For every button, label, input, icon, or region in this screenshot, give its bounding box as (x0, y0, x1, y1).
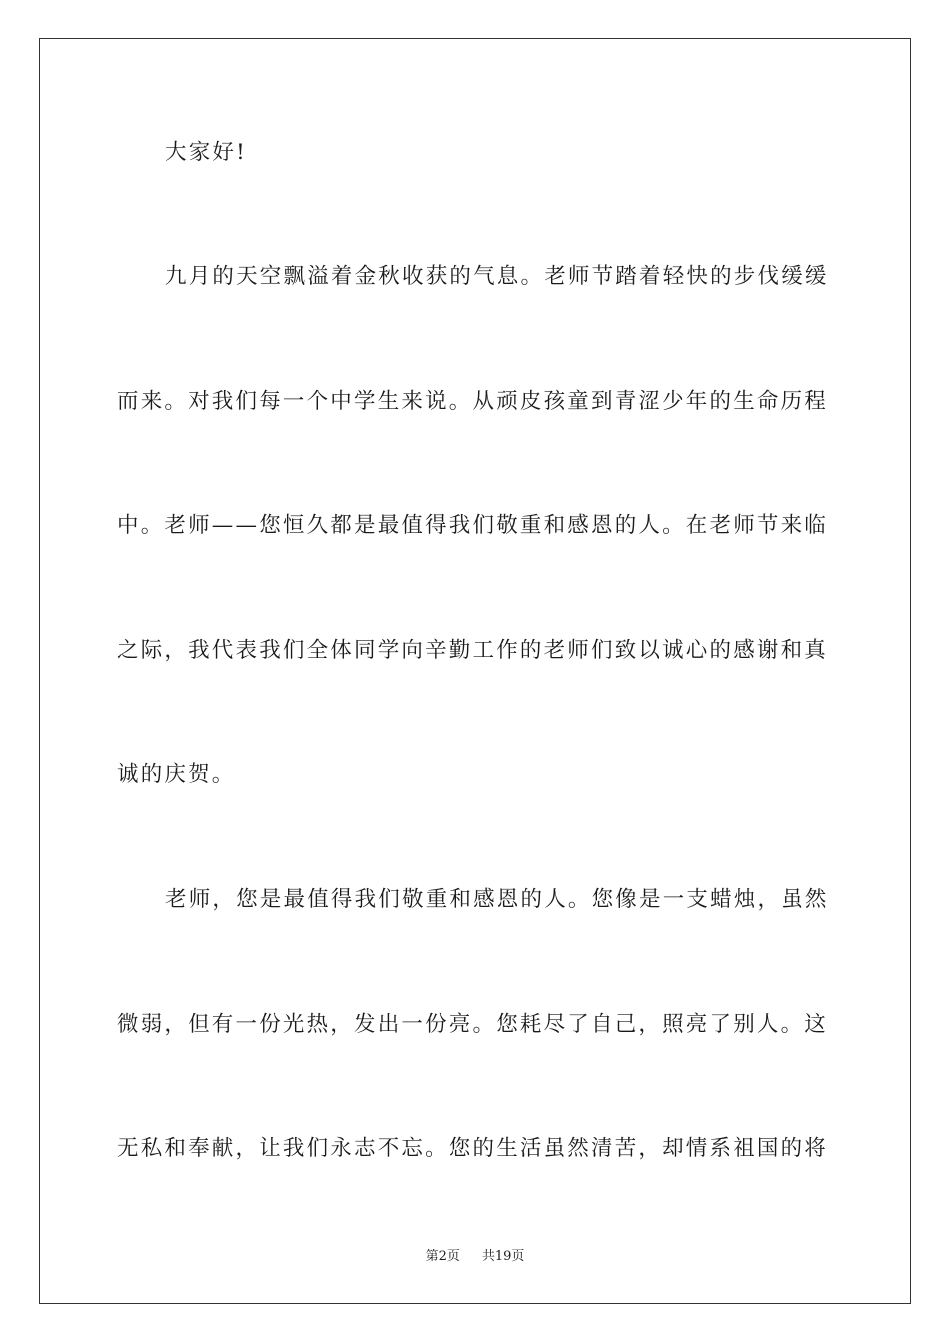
paragraph-1-line-3: 中。老师——您恒久都是最值得我们敬重和感恩的人。在老师节来临 (117, 513, 829, 538)
page-footer (0, 1248, 950, 1266)
paragraph-2-line-2: 微弱，但有一份光热，发出一份亮。您耗尽了自己，照亮了别人。这 (117, 1012, 829, 1037)
page-total: 共19页 (481, 1249, 525, 1264)
paragraph-1-line-1: 九月的天空飘溢着金秋收获的气息。老师节踏着轻快的步伐缓缓 (165, 264, 829, 289)
paragraph-1-line-2: 而来。对我们每一个中学生来说。从顽皮孩童到青涩少年的生命历程 (117, 389, 829, 414)
paragraph-1-line-4: 之际，我代表我们全体同学向辛勤工作的老师们致以诚心的感谢和真 (117, 638, 829, 663)
paragraph-2-line-1: 老师，您是最值得我们敬重和感恩的人。您像是一支蜡烛，虽然 (165, 887, 829, 912)
page-frame (39, 38, 911, 1304)
greeting-line: 大家好! (165, 140, 247, 165)
paragraph-1-line-5: 诚的庆贺。 (117, 762, 236, 787)
page-number: 第2页 (425, 1249, 460, 1264)
paragraph-2-line-3: 无私和奉献，让我们永志不忘。您的生活虽然清苦，却情系祖国的将 (117, 1136, 829, 1161)
